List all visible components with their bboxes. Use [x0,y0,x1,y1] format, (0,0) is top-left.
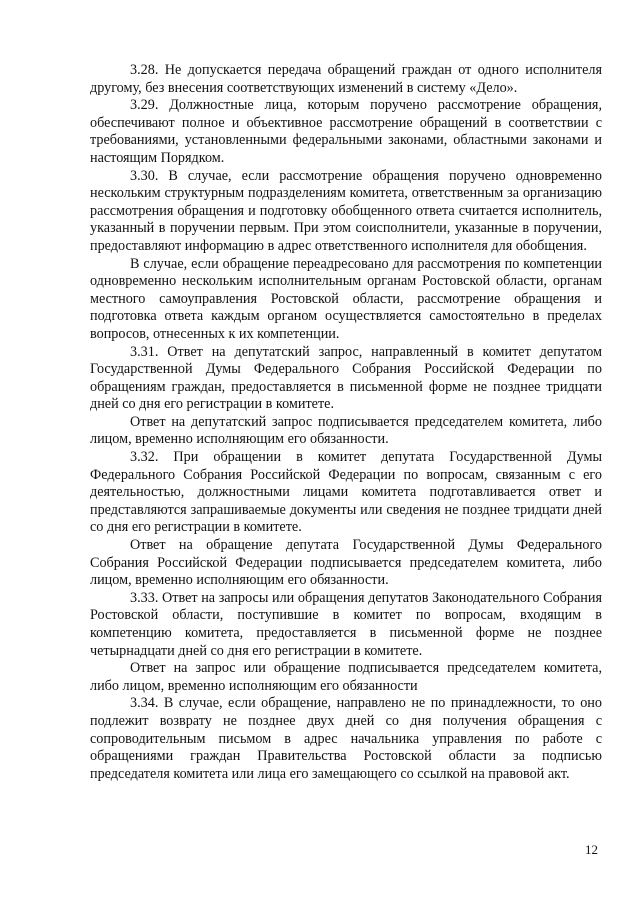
paragraph-3-29: 3.29. Должностные лица, которым поручено рассмотрение обращения, обеспечивают полное и объективное рассмотрение обращений в соответствии с требованиями, установленными федеральными законами, областными законами и настоящим Порядком. [90,97,602,166]
paragraph-3-33-signature: Ответ на запрос или обращение подписывается председателем комитета, либо лицом, временно исполняющим его обязанности [90,660,602,694]
paragraph-3-32: 3.32. При обращении в комитет депутата Государственной Думы Федерального Собрания Российской Федерации по вопросам, связанным с его деятельностью, должностными лицами комитета подготавливается ответ и представляются запрашиваемые документы или сведения не позднее тридцати дней со дня его регистрации в комитете. [90,449,602,536]
paragraph-3-30-continued: В случае, если обращение переадресовано для рассмотрения по компетенции одновременно нескольким исполнительным органам Ростовской области, органам местного самоуправления Ростовской области, рассмотрение обращения и подготовка ответа каждым органом осуществляется самостоятельно в пределах вопросов, отнесенных к их компетенции. [90,255,602,342]
paragraph-3-31-signature: Ответ на депутатский запрос подписывается председателем комитета, либо лицом, временно исполняющим его обязанности. [90,413,602,448]
paragraph-3-30: 3.30. В случае, если рассмотрение обращения поручено одновременно нескольким структурным подразделениям комитета, ответственным за организацию рассмотрения обращения и подготовку обобщенного ответа считается исполнитель, указанный в поручении первым. При этом соисполнители, указанные в поручении, предоставляют информацию в адрес ответственного исполнителя для обобщения. [90,167,602,254]
page-number: 12 [585,842,598,857]
paragraph-3-32-signature: Ответ на обращение депутата Государственной Думы Федерального Собрания Российской Федерации подписывается председателем комитета, либо лицом, временно исполняющим его обязанности. [90,537,602,589]
paragraph-3-31: 3.31. Ответ на депутатский запрос, направленный в комитет депутатом Государственной Думы Федерального Собрания Российской Федерации по обращениям граждан, предоставляется в письменной форме не позднее тридцати дней со дня его регистрации в комитете. [90,343,602,413]
paragraph-3-33: 3.33. Ответ на запросы или обращения депутатов Законодательного Собрания Ростовской области, поступившие в комитет по вопросам, входящим в компетенцию комитета, предоставляется в письменной форме не позднее четырнадцати дней со дня его регистрации в комитете. [90,589,602,659]
paragraph-3-28: 3.28. Не допускается передача обращений граждан от одного исполнителя другому, без внесения соответствующих изменений в систему «Дело». [90,62,602,96]
document-body [90,62,602,783]
paragraph-3-34: 3.34. В случае, если обращение, направлено не по принадлежности, то оно подлежит возврату не позднее двух дней со дня получения обращения с сопроводительным письмом в адрес начальника управления по работе с обращениями граждан Правительства Ростовской области за подписью председателя комитета или лица его замещающего со ссылкой на правовой акт. [90,695,602,782]
